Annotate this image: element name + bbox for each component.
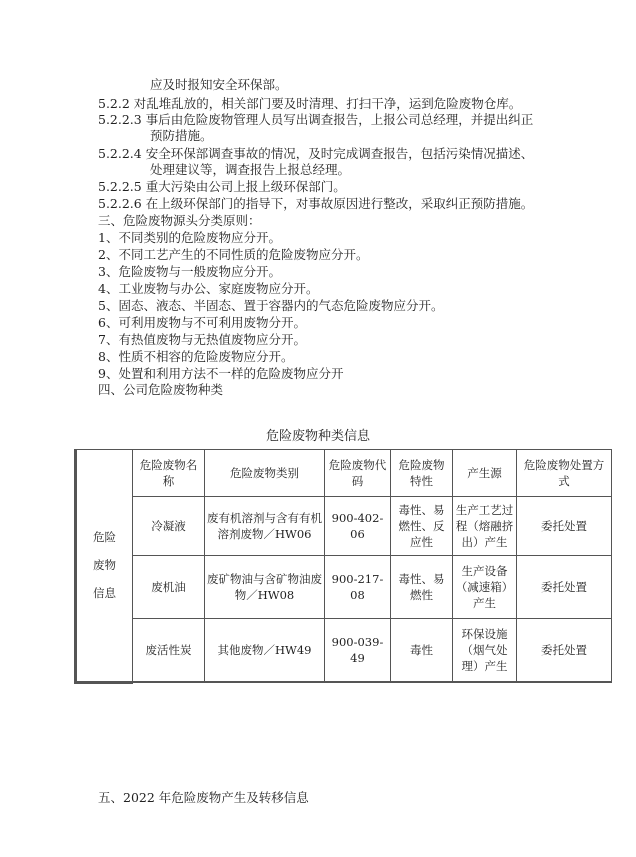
text-line-8: 5.2.2.6 在上级环保部门的指导下，对事故原因进行整改，采取纠正预防措施。 bbox=[98, 196, 534, 211]
cell-category: 其他废物／HW49 bbox=[205, 619, 325, 683]
section-four-heading: 四、公司危险废物种类 bbox=[98, 382, 224, 397]
cell-category: 废矿物油与含矿物油废物／HW08 bbox=[205, 556, 325, 619]
text-line-6: 处理建议等，调查报告上报总经理。 bbox=[150, 162, 351, 177]
text-line-7: 5.2.2.5 重大污染由公司上报上级环保部门。 bbox=[98, 179, 346, 194]
cell-code: 900-217-08 bbox=[325, 556, 391, 619]
rule-item-3: 3、危险废物与一般废物应分开。 bbox=[98, 264, 281, 279]
table-header-row bbox=[76, 450, 612, 497]
cell-category: 废有机溶剂与含有有机溶剂废物／HW06 bbox=[205, 497, 325, 556]
header-disposal: 危险废物处置方式 bbox=[517, 450, 612, 497]
rule-item-4: 4、工业废物与办公、家庭废物应分开。 bbox=[98, 281, 319, 296]
cell-name: 冷凝液 bbox=[133, 497, 205, 556]
rule-item-1: 1、不同类别的危险废物应分开。 bbox=[98, 230, 281, 245]
cell-name: 废机油 bbox=[133, 556, 205, 619]
rule-item-5: 5、固态、液态、半固态、置于容器内的气态危险废物应分开。 bbox=[98, 298, 444, 313]
side-label-3: 信息 bbox=[93, 586, 116, 601]
section-five-heading: 五、2022 年危险废物产生及转移信息 bbox=[98, 790, 309, 805]
cell-disposal: 委托处置 bbox=[517, 619, 612, 683]
text-line-4: 预防措施。 bbox=[150, 128, 213, 143]
cell-name: 废活性炭 bbox=[133, 619, 205, 683]
cell-code: 900-402-06 bbox=[325, 497, 391, 556]
text-line-2: 5.2.2 对乱堆乱放的，相关部门要及时清理、打扫干净，运到危险废物仓库。 bbox=[98, 96, 522, 111]
header-source: 产生源 bbox=[453, 450, 517, 497]
text-line-1: 应及时报知安全环保部。 bbox=[150, 77, 288, 92]
cell-code: 900-039-49 bbox=[325, 619, 391, 683]
side-label-2: 废物 bbox=[93, 558, 116, 573]
cell-disposal: 委托处置 bbox=[517, 556, 612, 619]
cell-disposal: 委托处置 bbox=[517, 497, 612, 556]
rule-item-9: 9、处置和利用方法不一样的危险废物应分开 bbox=[98, 366, 344, 381]
cell-property: 毒性 bbox=[391, 619, 453, 683]
rule-item-8: 8、性质不相容的危险废物应分开。 bbox=[98, 349, 294, 364]
side-label-1: 危险 bbox=[93, 530, 116, 545]
header-name: 危险废物名称 bbox=[133, 450, 205, 497]
rule-item-6: 6、可利用废物与不可利用废物分开。 bbox=[98, 315, 306, 330]
header-code: 危险废物代码 bbox=[325, 450, 391, 497]
cell-property: 毒性、易燃性 bbox=[391, 556, 453, 619]
rule-item-7: 7、有热值废物与无热值废物应分开。 bbox=[98, 332, 306, 347]
side-label-cell bbox=[76, 450, 133, 683]
cell-source: 生产设备（减速箱）产生 bbox=[453, 556, 517, 619]
hazardous-waste-table bbox=[74, 449, 612, 684]
table-row bbox=[76, 619, 612, 683]
header-property: 危险废物特性 bbox=[391, 450, 453, 497]
header-category: 危险废物类别 bbox=[205, 450, 325, 497]
section-three-heading: 三、危险废物源头分类原则： bbox=[98, 213, 261, 228]
cell-source: 生产工艺过程（熔融挤出）产生 bbox=[453, 497, 517, 556]
table-caption: 危险废物种类信息 bbox=[265, 429, 370, 444]
cell-property: 毒性、易燃性、反应性 bbox=[391, 497, 453, 556]
cell-source: 环保设施（烟气处理）产生 bbox=[453, 619, 517, 683]
text-line-3: 5.2.2.3 事后由危险废物管理人员写出调查报告，上报公司总经理，并提出纠正 bbox=[98, 112, 534, 127]
table-row bbox=[76, 497, 612, 556]
table-row bbox=[76, 556, 612, 619]
rule-item-2: 2、不同工艺产生的不同性质的危险废物应分开。 bbox=[98, 247, 369, 262]
text-line-5: 5.2.2.4 安全环保部调查事故的情况，及时完成调查报告，包括污染情况描述、 bbox=[98, 146, 534, 161]
